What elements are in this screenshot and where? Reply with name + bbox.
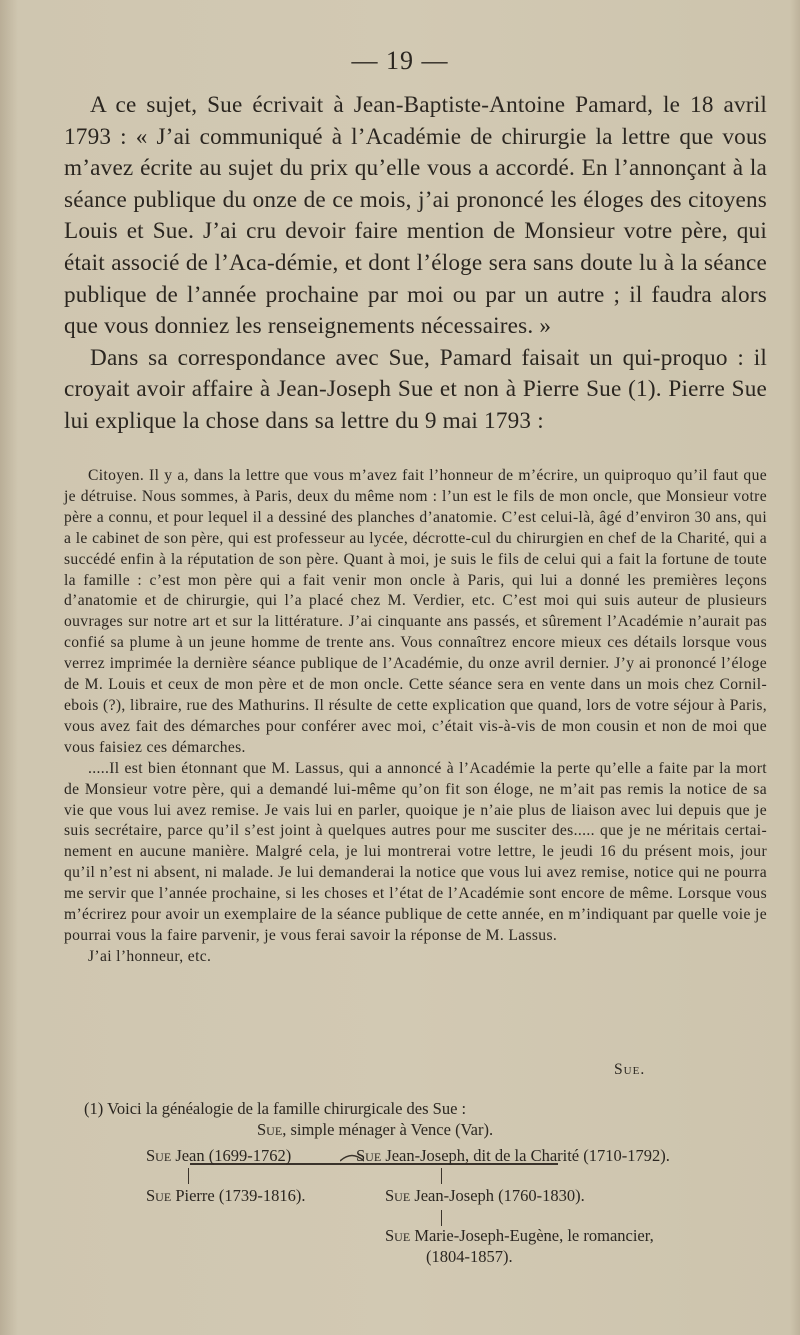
main-text — [64, 90, 767, 438]
genealogy-connector — [441, 1210, 442, 1226]
genealogy-right-3: Sue Marie-Joseph-Eugène, le romancier, — [385, 1226, 654, 1245]
page-number: — 19 — — [351, 46, 449, 75]
genealogy-right-3-dates: (1804-1857). — [426, 1247, 513, 1266]
genealogy-connector — [441, 1168, 442, 1184]
paragraph: Dans sa correspondance avec Sue, Pamard faisait un qui-proquo : il croyait avoir affaire à Jean-Joseph Sue et non à Pierre Sue (1). Pierre Sue lui explique la chose dans sa lettre du 9 mai 1793 : — [64, 344, 767, 434]
genealogy-left-1: Sue Jean (1699-1762) — [146, 1146, 292, 1165]
genealogy-root: Sue, simple ménager à Vence (Var). — [257, 1120, 494, 1139]
footnote-title: (1) Voici la généalogie de la famille chirurgicale des Sue : — [84, 1099, 467, 1118]
genealogy-left-2: Sue Pierre (1739-1816). — [146, 1186, 306, 1205]
letter-paragraph: .....Il est bien étonnant que M. Lassus, qui a annoncé à l’Académie la perte qu’elle a faite par la mort de Monsieur votre père, qui a demandé lui-même qu’on fit son éloge, ne m’ait pas remis la notice de sa vie que vous lui avez remise. Je vais lui en parler, quoique je n’aie plus de liaison avec lui depuis que je suis secrétaire, parce qu’il s’est joint à quelques autres pour me susciter des..... que je ne méritais certai-nement en aucune manière. Malgré cela, je lui montrerai votre lettre, le jeudi 16 du présent mois, jour qu’il n’est ni absent, ni malade. Je lui demanderai la notice que vous lui avez remise, notice qui ne pourra me servir que l’année prochaine, si les choses et l’état de l’Académie sont encore de même. Lorsque vous m’écrirez pour avoir un exemplaire de la séance publique de cette année, en m’indiquant par quelle voie je pourrai vous la faire parvenir, je vous ferai savoir la réponse de M. Lassus. — [64, 759, 767, 944]
signature: Sue. — [614, 1061, 646, 1078]
genealogy-connector — [188, 1168, 189, 1184]
genealogy-right-1: Sue Jean-Joseph, dit de la Charité (1710-1792). — [356, 1146, 670, 1165]
letter-paragraph: Citoyen. Il y a, dans la lettre que vous m’avez fait l’honneur de m’écrire, un quiproquo qu’il faut que je détruise. Nous sommes, à Paris, deux du même nom : l’un est le fils de mon oncle, que Monsieur votre père a connu, et pour lequel il a dessiné des planches d’anatomie. C’est celui-là, âgé d’environ 30 ans, qui a le cabinet de son père, qui est professeur au lycée, décrotte-cul du chirurgien en chef de la Charité, qui a succédé enfin à la réputation de son père. Quant à moi, je suis le fils de celui qui a fait la fortune de toute la famille : c’est mon père qui a fait venir mon oncle à Paris, qui lui a donné les premières leçons d’anatomie et de chirurgie, qui l’a placé chez M. Verdier, etc. C’est moi qui suis auteur de plusieurs ouvrages sur notre art et sur la littérature. J’ai cinquante ans passés, et sûrement l’Académie n’aurait pas confié sa plume à un jeune homme de trente ans. Vous connaîtrez encore mieux ces détails lorsque vous verrez imprimée la dernière séance publique de l’Académie, du onze avril dernier. J’y ai prononcé l’éloge de M. Louis et ceux de mon père et de mon oncle. Cette séance sera en vente dans un mois chez Cornil-ebois (?), libraire, rue des Mathurins. Il résulte de cette explication que quand, lors de votre séjour à Paris, vous avez fait des démarches pour conférer avec moi, c’était vis-à-vis de mon cousin et non de moi que vous faisiez ces démarches. — [64, 467, 767, 756]
paragraph: A ce sujet, Sue écrivait à Jean-Baptiste-Antoine Pamard, le 18 avril 1793 : « J’ai communiqué à l’Académie de chirurgie la lettre que vous m’avez écrite au sujet du prix qu’elle vous a accordé. En l’annonçant à la séance publique du onze de ce mois, j’ai prononcé les éloges des citoyens Louis et Sue. J’ai cru devoir faire mention de Monsieur votre père, qui était associé de l’Aca-démie, et dont l’éloge sera sans doute lu à la séance publique de l’année prochaine par moi ou par un autre ; il faudra alors que vous donniez les renseignements nécessaires. » — [64, 92, 767, 340]
letter-closing: J’ai l’honneur, etc. — [88, 947, 212, 965]
quoted-letter — [64, 466, 767, 968]
genealogy-right-2: Sue Jean-Joseph (1760-1830). — [385, 1186, 585, 1205]
